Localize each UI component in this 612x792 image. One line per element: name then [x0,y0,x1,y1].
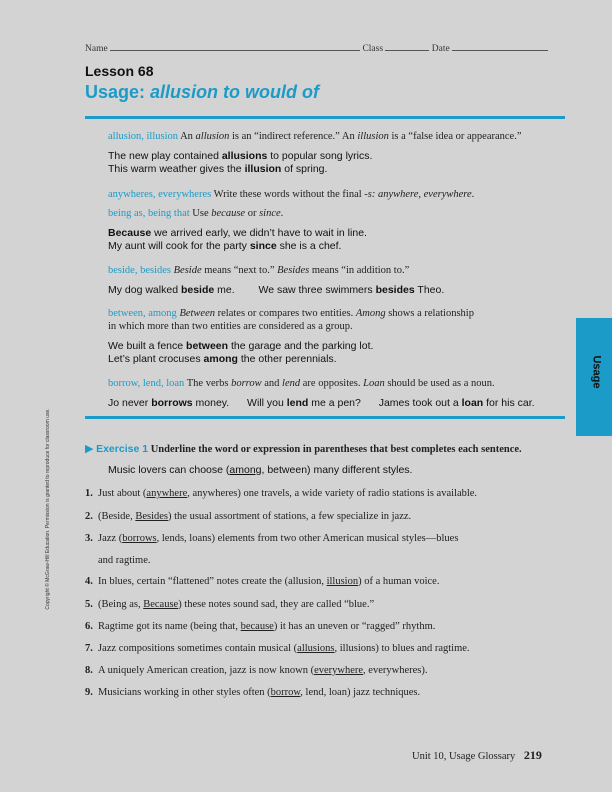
example-sentence: Let’s plant crocuses among the other perennials. [108,353,337,365]
item-number: 3. [85,533,93,544]
def-text: The verbs [186,378,232,389]
item-answer[interactable]: illusion [326,576,359,587]
example-sentence: My aunt will cook for the party since she is a chef. [108,240,342,252]
exercise-item [85,642,565,655]
def-text: should be used as a noun. [384,378,495,389]
item-text: ) these notes sound sad, they are called “blue.” [178,599,375,610]
lesson-title [85,82,319,103]
example-sentence: This warm weather gives the illusion of spring. [108,163,328,175]
def-text: Write these words without the final [213,189,365,200]
def-text: relates or compares two entities. [215,308,356,319]
term-anywheres: anywheres, everywheres [108,189,212,200]
copyright-notice: Copyright © McGraw-Hill Education. Permission is granted to reproduce for classroom use. [45,408,51,610]
title-prefix: Usage: [85,82,146,102]
def-italic: because [211,208,246,219]
item-answer[interactable]: borrows [122,533,157,544]
def-italic: lend [282,378,301,389]
side-tab-label: Usage [590,355,603,389]
bottom-divider [85,416,565,419]
def-text: is a “false idea or appearance.” [388,131,522,142]
def-text: shows a relationship [385,308,474,319]
def-text: means “in addition to.” [309,265,410,276]
def-text: are opposites. [300,378,364,389]
item-text: ) the usual assortment of stations, a few specialize in jazz. [168,511,412,522]
item-number: 9. [85,687,93,698]
item-answer[interactable]: borrow [270,687,301,698]
def-italic: illusion [357,131,389,142]
item-text: Musicians working in other styles often ( [98,687,271,698]
item-answer[interactable]: anywhere [146,488,188,499]
item-answer[interactable]: because [240,621,274,632]
def-text: or [245,208,260,219]
item-text: Jazz ( [98,533,123,544]
def-italic: -s: anywhere, everywhere [364,189,472,200]
exercise-item [85,598,565,611]
item-text: , anywheres) one travels, a wide variety of radio stations is available. [187,488,478,499]
item-text: Just about ( [98,488,147,499]
item-number: 1. [85,488,93,499]
exercise-item [85,532,565,545]
exercise-item [85,510,565,523]
def-italic: Among [355,308,386,319]
term-between: between, among [108,308,177,319]
item-number: 8. [85,665,93,676]
exercise-item [85,620,565,633]
entry-allusion [108,130,568,176]
item-text: , illusions) to blues and ragtime. [334,643,470,654]
header-fields [85,42,565,54]
def-text: means “next to.” [201,265,278,276]
item-text: Jazz compositions sometimes contain musical ( [98,643,298,654]
item-number: 7. [85,643,93,654]
def-italic: allusion [195,131,230,142]
def-text: Use [192,208,212,219]
term-borrow: borrow, lend, loan [108,378,185,389]
class-label: Class [362,44,384,54]
example-sentence: The new play contained allusions to popular song lyrics. [108,150,373,162]
exercise-heading [85,442,575,455]
item-text: , everywheres). [363,665,428,676]
item-text: ) it has an uneven or “ragged” rhythm. [273,621,436,632]
def-italic: Besides [277,265,310,276]
date-blank[interactable] [452,42,548,51]
def-text: . [471,189,475,200]
example-sentences: Jo never borrows money. Will you lend me a pen? James took out a loan for his car. [108,397,535,409]
term-allusion: allusion, illusion [108,131,179,142]
exercise-item-continuation: and ragtime. [98,555,151,566]
def-italic: borrow [231,378,262,389]
title-rest: allusion to would of [150,82,320,102]
term-being-as: being as, being that [108,208,190,219]
usage-side-tab [576,318,612,436]
item-number: 5. [85,599,93,610]
item-text: (Being as, [98,599,144,610]
item-answer[interactable]: Because [143,599,179,610]
exercise-item [85,664,565,677]
entry-beside [108,264,568,297]
entry-anywheres [108,188,568,201]
date-label: Date [431,44,450,54]
exercise-item [85,487,565,500]
item-answer[interactable]: everywhere [314,665,364,676]
def-italic: Between [179,308,216,319]
item-answer[interactable]: Besides [135,511,168,522]
item-text: , lends, loans) elements from two other American musical styles—blues [156,533,459,544]
def-line-2: in which more than two entities are considered as a group. [108,321,353,332]
item-text: (Beside, [98,511,136,522]
exercise-example: Music lovers can choose (among, between) many different styles. [108,464,413,476]
page-footer [412,748,542,763]
class-blank[interactable] [385,42,429,51]
exercise-name: Exercise 1 [96,443,149,455]
arrow-right-icon: ▶ [85,443,94,455]
def-text: . [280,208,284,219]
name-blank[interactable] [110,42,360,51]
exercise-item [85,575,565,588]
page-number: 219 [523,748,542,762]
term-beside: beside, besides [108,265,171,276]
entry-being-as [108,207,568,253]
def-text: An [180,131,196,142]
item-number: 2. [85,511,93,522]
item-number: 4. [85,576,93,587]
item-text: A uniquely American creation, jazz is now known ( [98,665,315,676]
name-label: Name [85,44,108,54]
footer-unit: Unit 10, Usage Glossary [412,751,516,762]
example-sentence: Because we arrived early, we didn’t have to wait in line. [108,227,367,239]
item-answer[interactable]: allusions [297,643,335,654]
lesson-number: Lesson 68 [85,63,154,79]
item-text: , lend, loan) jazz techniques. [300,687,421,698]
def-text: is an “indirect reference.” An [229,131,358,142]
item-text: Ragtime got its name (being that, [98,621,241,632]
def-italic: Beside [173,265,202,276]
example-sentences: My dog walked beside me. We saw three swimmers besides Theo. [108,284,445,296]
def-text: and [261,378,283,389]
def-italic: Loan [363,378,385,389]
item-number: 6. [85,621,93,632]
example-sentence: We built a fence between the garage and the parking lot. [108,340,374,352]
entry-borrow [108,377,568,410]
item-text: In blues, certain “flattened” notes create the (allusion, [98,576,327,587]
top-divider [85,116,565,119]
item-text: ) of a human voice. [358,576,440,587]
entry-between [108,307,568,366]
exercise-instruction: Underline the word or expression in parentheses that best completes each sentence. [150,444,522,455]
def-italic: since [259,208,281,219]
exercise-item [85,686,565,699]
